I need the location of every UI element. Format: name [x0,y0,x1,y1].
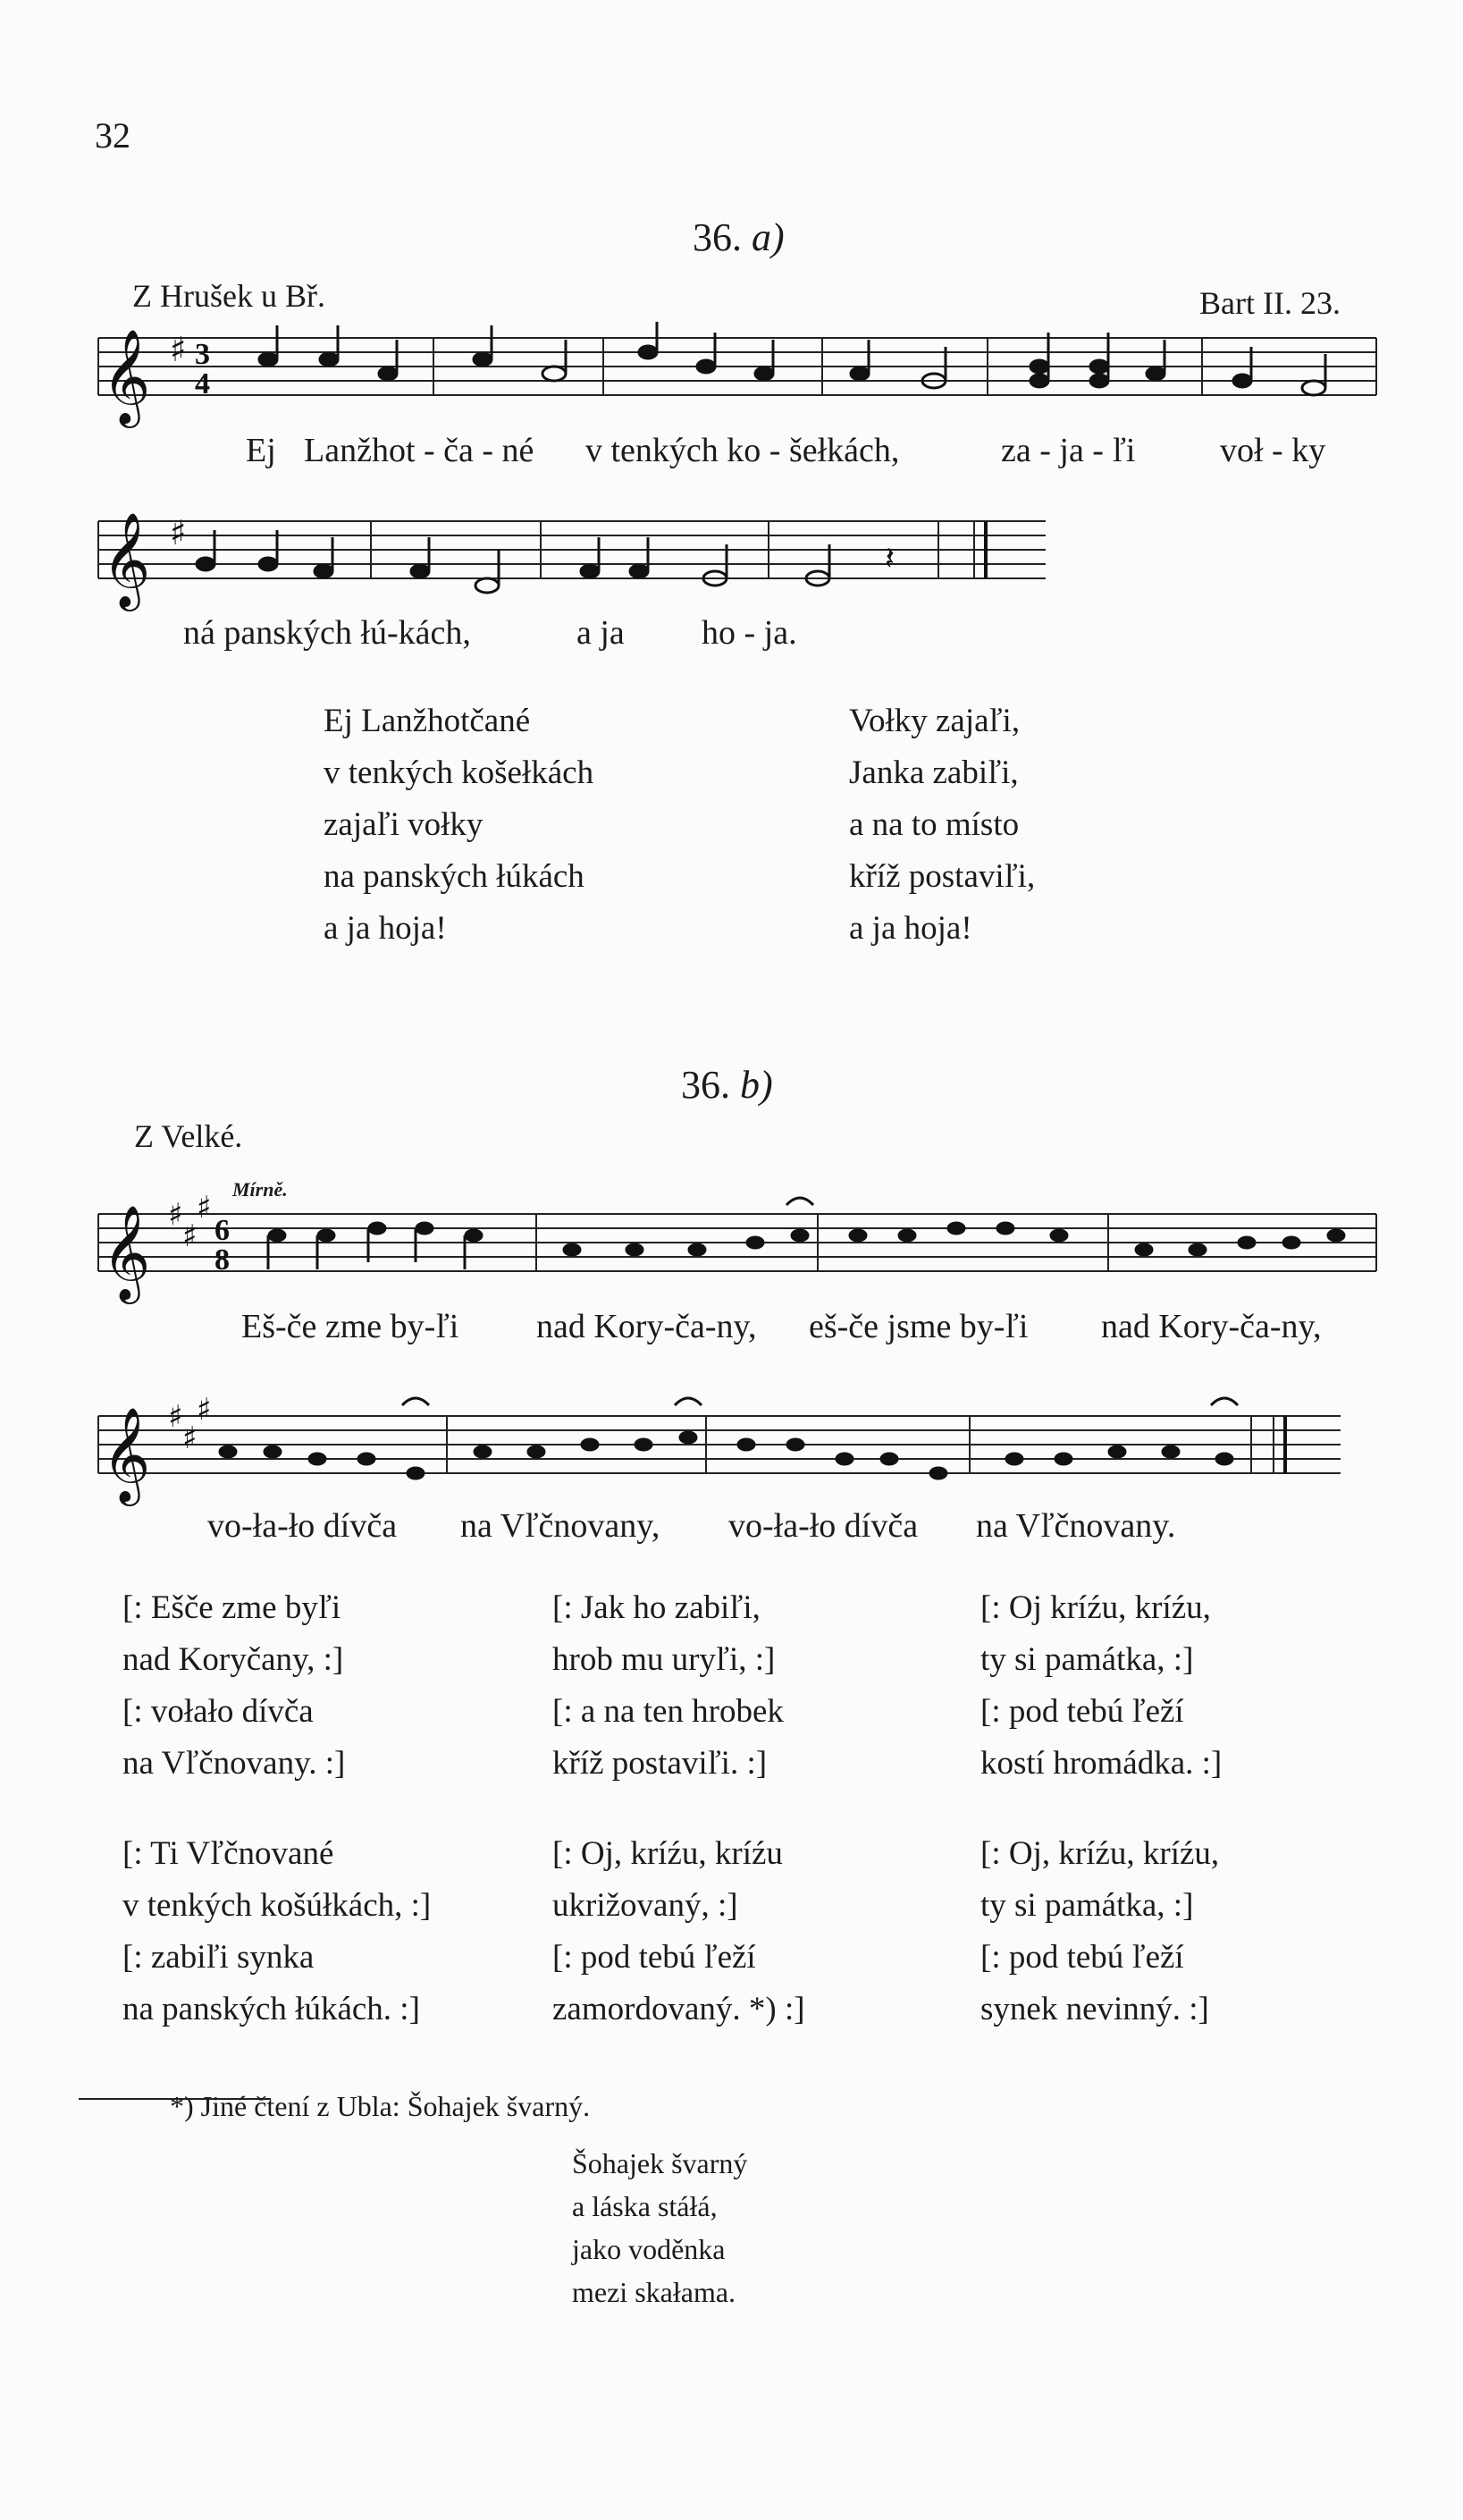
page-number: 32 [95,115,130,156]
verse-line: Ej Lanžhotčané [324,703,531,739]
song-source: Z Hrušek u Bř. [132,278,325,314]
verse-line: a na to místo [849,806,1020,843]
verse-line: v tenkých košełkách [324,754,594,791]
music-staff-4 [89,1386,1349,1502]
verse-line: [: zabiľi synka [122,1939,315,1976]
svg-text:𝄞: 𝄞 [102,328,151,424]
time-sig-top: 3 [195,338,210,371]
svg-text:𝄞: 𝄞 [102,511,151,607]
lyric-fragment: a ja [576,614,625,652]
verse-line: na panských łúkách [324,858,584,895]
music-staff-1 [89,322,1385,438]
svg-text:♯: ♯ [182,1218,198,1254]
footnote-verse-line: Šohajek švarný [572,2147,748,2179]
lyric-fragment: Ej [246,432,276,469]
svg-text:♯: ♯ [197,1190,212,1226]
verse-line: [: pod tebú ľeží [552,1939,756,1976]
footnote-verse [572,2142,747,2314]
lyric-fragment: eš-če jsme by-ľi [809,1308,1029,1345]
svg-text:♯: ♯ [170,330,187,369]
song-reference: Bart II. 23. [1199,285,1341,321]
lyric-fragment: vo-ła-ło dívča [207,1507,398,1545]
lyric-fragment: za - ja - ľi [1001,432,1136,469]
lyric-fragment: v tenkých ko - šełkách, [585,432,900,469]
verse-stanza [324,695,593,955]
verse-line: zajaľi vołky [324,806,483,843]
verse-line: [: Oj, kríźu, kríźu [552,1835,783,1872]
footnote-verse-line: a láska stáłá, [572,2190,718,2222]
svg-text:♯: ♯ [170,513,187,552]
lyric-fragment: na Vľčnovany, [460,1507,660,1545]
verse-line: nad Koryčany, :] [122,1641,344,1678]
lyric-fragment: ho - ja. [702,614,797,652]
verse-stanza [980,1582,1222,1790]
footnote-verse-line: mezi skałama. [572,2276,736,2308]
lyric-fragment: Eš-če zme by-ľi [241,1308,459,1345]
verse-line: [: pod tebú ľeží [980,1693,1184,1730]
lyric-fragment: nad Kory-ča-ny, [1101,1308,1322,1345]
verse-stanza [122,1828,431,2035]
verse-line: na Vľčnovany. :] [122,1745,346,1782]
svg-text:♯: ♯ [168,1399,183,1435]
verse-line: [: Ešče zme byľi [122,1589,341,1626]
verse-line: [: Oj, kríźu, kríźu, [980,1835,1220,1872]
verse-line: ty si památka, :] [980,1641,1194,1678]
verse-stanza [849,695,1035,955]
song-number: 36. [693,215,742,259]
svg-text:♯: ♯ [197,1392,212,1428]
song-source: Z Velké. [134,1118,243,1154]
lyric-fragment: Lanžhot - ča - né [304,432,534,469]
song-number-36a [693,215,785,260]
song-number: 36. [681,1063,730,1107]
verse-line: Janka zabiľi, [849,754,1019,791]
time-sig-top: 6 [214,1214,230,1247]
svg-text:♯: ♯ [168,1197,183,1233]
verse-line: synek nevinný. :] [980,1991,1209,2027]
verse-line: zamordovaný. *) :] [552,1991,805,2027]
svg-text:♯: ♯ [182,1420,198,1456]
time-sig-bottom: 4 [195,367,210,400]
lyric-fragment: ná panských łú-kách, [183,614,471,652]
verse-line: [: vołało dívča [122,1693,314,1730]
verse-line: kříž postaviľi, [849,858,1036,895]
svg-text:𝄞: 𝄞 [102,1204,151,1300]
time-sig-bottom: 8 [214,1243,230,1277]
svg-text:𝄽: 𝄽 [885,541,895,577]
verse-line: a ja hoja! [849,910,972,947]
footnote-text: *) Jiné čtení z Ubla: Šohajek švarný. [170,2090,591,2122]
verse-stanza [980,1828,1219,2035]
verse-stanza [552,1582,784,1790]
verse-line: hrob mu uryľi, :] [552,1641,776,1678]
song-variant: b) [740,1063,773,1107]
verse-line: a ja hoja! [324,910,447,947]
lyric-fragment: na Vľčnovany. [976,1507,1176,1545]
footnote-verse-line: jako voděnka [572,2233,726,2265]
verse-line: v tenkých košúłkách, :] [122,1887,432,1924]
lyric-fragment: vo-ła-ło dívča [728,1507,919,1545]
lyric-fragment: nad Kory-ča-ny, [536,1308,757,1345]
verse-line: na panských łúkách. :] [122,1991,420,2027]
verse-line: [: Oj kríźu, kríźu, [980,1589,1211,1626]
svg-text:𝄞: 𝄞 [102,1406,151,1502]
verse-line: ty si památka, :] [980,1887,1194,1924]
song-variant: a) [752,215,785,259]
tempo-marking: Mírně. [232,1178,288,1201]
verse-line: ukrižovaný, :] [552,1887,738,1924]
verse-line: [: a na ten hrobek [552,1693,784,1730]
music-staff-2 [89,505,1055,621]
verse-line: Vołky zajaľi, [849,703,1021,739]
verse-stanza [122,1582,345,1790]
verse-line: kostí hromádka. :] [980,1745,1223,1782]
music-staff-3 [89,1190,1385,1314]
verse-line: [: pod tebú ľeží [980,1939,1184,1976]
verse-line: [: Ti Vľčnované [122,1835,334,1872]
verse-line: [: Jak ho zabiľi, [552,1589,761,1626]
verse-stanza [552,1828,805,2035]
song-number-36b [681,1062,773,1108]
verse-line: kříž postaviľi. :] [552,1745,768,1782]
lyric-fragment: voł - ky [1220,432,1326,469]
